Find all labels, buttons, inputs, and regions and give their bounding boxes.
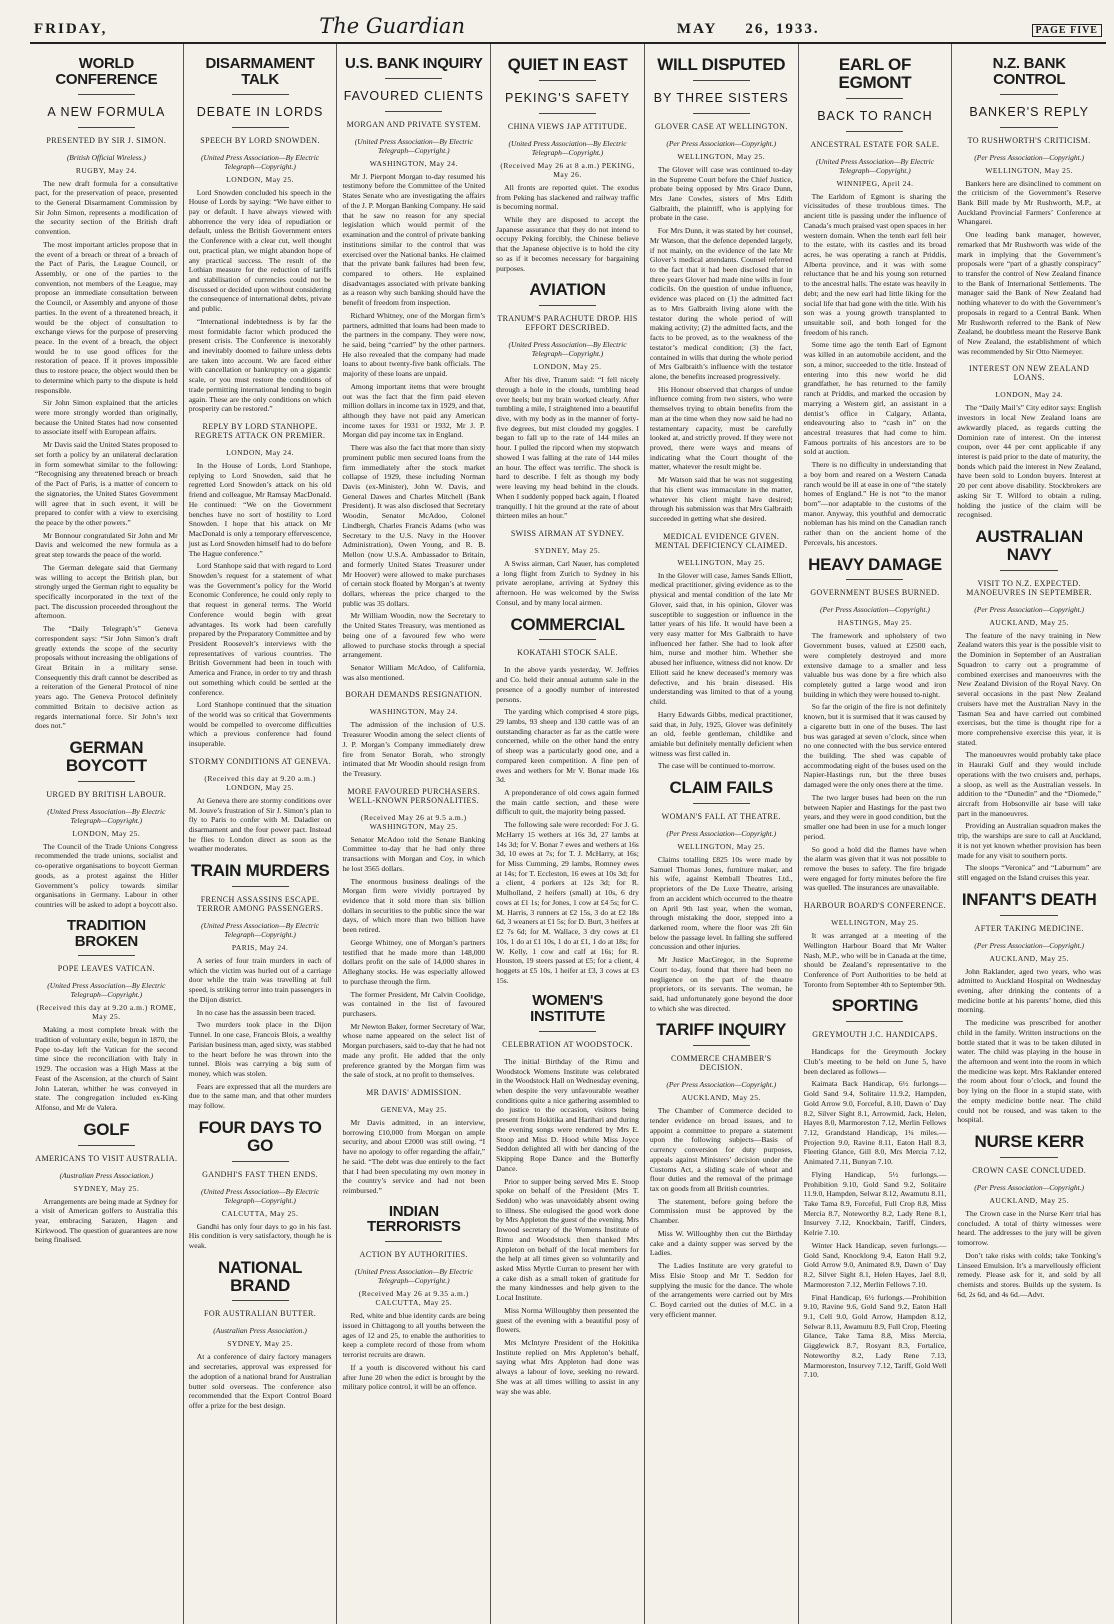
headline-rule: [385, 1241, 442, 1242]
article-headline: U.S. BANK INQUIRY: [344, 55, 483, 72]
article-paragraph: John Raklander, aged two years, who was admitted to Auckland Hospital on Wednesday evening, after drinking the contents of a medicine bottle at his parents’ home, died this morning.: [957, 966, 1102, 1015]
headline-rule: [693, 803, 750, 804]
article-dateline: (Received May 26 at 9.5 a.m.) WASHINGTON, May 25.: [360, 812, 467, 831]
news-article: [342, 787, 485, 1080]
article-credit: (United Press Association—By Electric Telegraph—Copyright.): [815, 156, 934, 175]
subhead-rule: [693, 113, 750, 114]
article-paragraph: The Crown case in the Nurse Kerr trial has concluded. A total of thirty witnesses were heard. The addresses to the jury will be given tomorrow.: [957, 1208, 1102, 1248]
subhead-rule: [846, 131, 903, 132]
article-paragraph: The statement, before going before the Commission must be approved by the Chamber.: [649, 1196, 793, 1226]
article-headline: AVIATION: [529, 280, 606, 300]
article-credit: (United Press Association—By Electric Telegraph—Copyright.): [354, 1267, 473, 1286]
headline-rule: [846, 98, 903, 99]
article-credit: (United Press Association—By Electric Telegraph—Copyright.): [201, 152, 320, 171]
article-paragraph: The two larger buses had been on the run between Napier and Hastings for the past two years, and they were in good condition, but the smaller one had been in use for a much longer period.: [803, 792, 947, 841]
headline-rule: [539, 1031, 596, 1032]
article-subhead: BY THREE SISTERS: [653, 90, 789, 105]
article-headline: DISARMAMENT TALK: [205, 55, 315, 88]
article-paragraph: For Mrs Dunn, it was stated by her counsel, Mr Watson, that the defence depended largely, if not mainly, on the evidence of the late Mr Glover’s medical attendants. Counsel referred to the fact that it had been disclosed that in three years Glover had made nine wills in four codicils. On the question of undue influence, evidence was placed on (1) the admitted fact as to Mrs Galbraith living alone with the testator during the whole period of will making activity; (2) the admitted facts, and the facts to be proved, as to the weakness of the testator’s medical condition; (3) the fact, contained in wills that during the whole period of Mrs Galbraith’s influence with the testator alone, the benefits increased progressively.: [649, 226, 793, 381]
article-credit: (Per Press Association—Copyright.): [666, 1080, 777, 1090]
article-headline: EARL OF EGMONT: [838, 55, 912, 92]
article-paragraph: The “Daily Telegraph’s” Geneva correspondent says: “Sir John Simon’s draft greatly extends the scope of the security proposals without increasing the obligations of Great Britain in a military sense. Consequently this draft cannot be described as a reiteration of the General Protocol of nine years ago. The Geneva Protocol definitely committed Britain to decisive action as regards international force. Sir John’s text does not.”: [35, 624, 178, 731]
article-paragraph: The Council of the Trade Unions Congress recommended the trade unions, socialist and co-operative organisations to boycott German goods, as a protest against the Hitler Government’s policy towards similar organisations in Germany. Labour in other countries will be asked to adopt a boycott also.: [35, 841, 178, 910]
article-paragraph: Among important items that were brought out was the fact that the firm paid eleven million dollars in income tax in 1929, and that, although they have not paid any American income taxes for 1931 or 1932, Mr J. P. Morgan did pay income tax in England.: [342, 381, 486, 440]
article-paragraph: In the Glover will case, James Sands Elliott, medical practitioner, giving evidence as to the physical and mental condition of the late Mr Glover, said that, in his opinion, Glover was susceptible to suggestion or influence in the latter years of his life. It would have been a very easy matter for Mrs Galbraith to have influenced her father. She had to look after him, nurse and mother him. Whether she abused her influence, witness did not know. Dr Elliott said he knew deceased’s memory was defective, and his brain diseased. His understanding was limited to that of a young child.: [649, 570, 793, 707]
article-paragraph: Red, white and blue identity cards are being issued in Chittagong to all youths between the ages of 12 and 25, to enable the authorities to keep a complete record of those from whom terrorist recruits are drawn.: [342, 1311, 486, 1360]
article-headline: QUIET IN EAST: [507, 55, 628, 74]
article-credit: (Per Press Association—Copyright.): [974, 152, 1085, 162]
news-article: [35, 739, 178, 910]
article-paragraph: In the House of Lords, Lord Stanhope, replying to Lord Snowden, said that he regretted Lord Snowden’s attack on his old friend and colleague, Mr Ramsay MacDonald. He continued: “We on the Government benches have no sort of hostility to Lord Snowden. I hope that his attack on Mr MacDonald is only a temporary effervescence, just as Lord Snowden himself had to do before The Hague conference.”: [188, 461, 332, 558]
article-deck: COMMERCE CHAMBER'S DECISION.: [671, 1054, 772, 1073]
headline-rule: [78, 781, 135, 782]
article-paragraph: Prior to supper being served Mrs E. Stoop spoke on behalf of the President (Mrs T. Seddon) who was unavoidably absent owing to illness. She eulogised the good work done by Mrs Appleton the guest of the evening. Mrs Inwood secretary of the Womens Institute of Rimu and Woodstock then thanked Mrs Appleton on behalf of the local members for the help at all times given so voluntarily and asked Miss Myrtle Curran to present her with a cake dish as a small token of gratitude for the many kindnesses and help given to the Local Institute.: [496, 1176, 639, 1303]
article-paragraph: There is no difficulty in understanding that a boy born and reared on a Western Canada ranch would be ill at ease in one of “the stately homes of England.” He is not “to the manor born”—nor adaptable to the customs of the manor. Anyway, this youthful and democratic nobleman has his mind on the Canadian ranch rather than on the ancient home of the Percevals, his ancestors.: [803, 460, 947, 547]
article-dateline: WASHINGTON, May 24.: [369, 158, 458, 168]
article-dateline: GENEVA, May 25.: [380, 1104, 447, 1114]
article-paragraph: Lord Stanhope continued that the situation of the world was so critical that Governments would be compelled to overcome difficulties which a previous conference had found insuperable.: [188, 700, 332, 749]
masthead-date: 26, 1933.: [745, 21, 820, 37]
news-article: [342, 690, 485, 778]
article-dateline: CALCUTTA, May 25.: [221, 1208, 299, 1218]
news-article: [650, 779, 793, 1013]
article-paragraph: Miss W. Willoughby then cut the Birthday cake and a dainty supper was served by the Ladies.: [649, 1228, 793, 1258]
article-deck: BORAH DEMANDS RESIGNATION.: [345, 690, 483, 700]
headline-rule: [232, 1161, 289, 1162]
article-paragraph: Bankers here are disinclined to comment on the criticism of the Government’s Reserve Bank Bill made by Mr Rushworth, M.P., at Auckland Provincial Farmers’ Conference at Whangarei.: [957, 178, 1102, 227]
article-subhead: DEBATE IN LORDS: [196, 104, 324, 119]
article-headline: COMMERCIAL: [510, 614, 625, 634]
masthead-date-group: [677, 21, 820, 38]
news-column: [645, 44, 799, 1624]
article-deck: TRANUM'S PARACHUTE DROP. HIS EFFORT DESCRIBED.: [497, 314, 638, 333]
article-dateline: AUCKLAND, May 25.: [681, 1093, 761, 1103]
article-paragraph: Gandhi has only four days to go in his fast. His condition is very satisfactory, though he is weak.: [188, 1221, 332, 1250]
article-headline: SPORTING: [831, 996, 919, 1016]
article-headline: HEAVY DAMAGE: [808, 554, 942, 574]
article-dateline: (Received May 26 at 9.35 a.m.) CALCUTTA, May 25.: [358, 1289, 469, 1308]
article-deck: PRESENTED BY SIR J. SIMON.: [46, 135, 167, 145]
article-dateline: WELLINGTON, May 25.: [985, 165, 1074, 175]
article-paragraph: Senator McAdoo told the Senate Banking Committee to-day that he had only three transactions with Morgan and Coy, in which he lost 3565 dollars.: [342, 834, 486, 873]
subhead-rule: [1000, 127, 1057, 128]
article-paragraph: Mr Newton Baker, former Secretary of War, whose name appeared on the select list of Morgan purchasers, said to-day that he had not made any profit. He added that the only preference granted by the Morgan firm was the sale of stock, at no profit to themselves.: [342, 1021, 486, 1080]
article-dateline: WELLINGTON, May 25.: [677, 151, 766, 161]
article-paragraph: The new draft formula for a consultative pact, for the preservation of peace, presented to the General Disarmament Commission by Sir John Simon, represents a modification of the security section of the British draft convention.: [35, 178, 178, 237]
article-dateline: WELLINGTON, May 25.: [677, 557, 766, 567]
news-article: [342, 1204, 485, 1392]
article-paragraph: While they are disposed to accept the Japanese assurance that they do not intend to occupy Peking forcibly, the Chinese believe that the Japanese objective is to hold the city so as if it becomes necessary for bargaining purposes.: [496, 215, 639, 273]
article-deck: SPEECH BY LORD SNOWDEN.: [200, 135, 320, 145]
news-article: [189, 56, 332, 414]
article-deck: INTEREST ON NEW ZEALAND LOANS.: [969, 364, 1090, 383]
article-dateline: AUCKLAND, May 25.: [989, 617, 1069, 627]
article-deck: REPLY BY LORD STANHOPE. REGRETS ATTACK ON PREMIER.: [194, 422, 326, 441]
article-headline: NATIONAL BRAND: [217, 1257, 303, 1295]
article-paragraph: Mr Justice MacGregor, in the Supreme Court to-day, found that there had been no negligence on the part of the theatre proprietors, or its servants. The woman, he said, had unfortunately gone beyond the door to which she was directed.: [649, 955, 793, 1013]
article-headline: N.Z. BANK CONTROL: [992, 55, 1066, 88]
news-article: [957, 1133, 1101, 1299]
news-column: [491, 44, 645, 1624]
news-article: [342, 1088, 485, 1196]
article-paragraph: The framework and upholstery of two Government buses, valued at £2500 each, were completely destroyed and more extensive damage to a smaller and less valuable bus was done by a fire which also completely gutted a large wood and iron building in which they were housed to-night.: [803, 631, 947, 699]
news-column: [799, 44, 953, 1624]
article-deck: GOVERNMENT BUSES BURNED.: [810, 588, 940, 598]
news-article: [496, 529, 639, 608]
article-paragraph: Harry Edwards Gibbs, medical practitioner, said that, in July, 1925, Glover was definitely an old, feeble gentleman, childlike and amiable but definitely mentally deficient when witness was first called in.: [649, 709, 793, 758]
news-article: [189, 757, 332, 854]
article-paragraph: The yarding which comprised 4 store pigs, 29 lambs, 93 sheep and 130 cattle was of an outstanding character as far as the cattle were concerned, while on the other hand the entry of sheep was a particularly good one, and a compared keen competition. A fine pen of ewes and wethers for Mr V. Bonar made 16s 3d.: [496, 707, 639, 785]
article-paragraph: Flying Handicap, 5½ furlongs.—Prohibition 9.10, Gold Sand 9.2, Solitaire 11.9.0, Hampden, Selwar 8.12, Awamutu 8.11, Take Tama 8.9, Forceful, Full Crop 8.8, Miss Mercia 8.7, Noteworthy 8.2, Lady Rene 8.1, Insurvey 7.12, Knockbain, Tariff, Cinders, Kelrie 7.10.: [803, 1169, 947, 1238]
headline-rule: [693, 1045, 750, 1046]
article-paragraph: The Earldom of Egmont is sharing the vicissitudes of these troublous times. The ancient title is passing under the influence of Canada’s much praised vast open spaces in her western domain. When the tenth earl fell heir to the estate, with its castles and its broad acres, he was operating a ranch at Priddis, Alberta province, and it was with some reluctance that he and his young son returned to the ancestral halls. The estate was heavily in debt; and the new earl had little liking for the social life that had gone with the title. With his son was a young growth transplanted to unsuitable soil, and both longed for the freedom of his ranch.: [803, 191, 947, 337]
news-article: [957, 891, 1101, 1125]
news-article: [650, 56, 793, 524]
article-paragraph: There was also the fact that more than sixty prominent public men secured loans from the firm immediately after the stock market collapse of 1929, these including Norman Davis (ex-Minister), John W. Davis, and General Dawes and Charles Mitchell (Bank President). It was also disclosed that Secretary Woodin, Senator McAdoo, Colonel Lindbergh, Charles Francis Adams (who was Secretary to the U.S. Navy in the Hoover Administration), Owen Young, and R. B. Mellon (now U.S.A. Ambassador to Britain, and formerly United States Treasurer under Mr Hoover) were allowed to make purchases of certain stock floated by Morgan’s at twenty dollars, whereas the price charged to the public was 35 dollars.: [342, 443, 486, 608]
article-paragraph: Miss Norma Willoughby then presented the guest of the evening with a beautiful posy of flowers.: [496, 1305, 639, 1335]
article-paragraph: The former President, Mr Calvin Coolidge, was contained in the list of favoured purchasers.: [342, 989, 486, 1018]
news-article: [650, 1021, 793, 1319]
article-credit: (United Press Association—By Electric Telegraph—Copyright.): [47, 806, 166, 825]
article-dateline: WINNIPEG, April 24.: [836, 178, 914, 188]
article-credit: (Per Press Association—Copyright.): [820, 605, 930, 615]
article-deck: GLOVER CASE AT WELLINGTON.: [654, 121, 788, 131]
headline-rule: [846, 1021, 903, 1022]
article-paragraph: At a conference of dairy factory managers and secretaries, approval was expressed for the adoption of a national brand for Australian butter sold overseas. The conference also recommended that the Export Control Board offer a prize for the best design.: [188, 1352, 332, 1410]
article-paragraph: The following sale were recorded: For J. G. McHarry 15 wethers at 16s 3d, 27 lambs at 14s 3d; for V. Bonar 7 ewes and wethers at 16s 3d, 10 ewes at 7s; for T. J. McHarry, at 16s; for Miss Cumming, 29 lambs, Romney ewes at 14s; for T. Eccleston, 16 ewes at 10s 3d; for a client, 4 porkers at 12s 3d; for R. Mulholland, 2 heifers (small) at 10s, 6 dry cows at £1 1s; for Jones, 1 cow at £4 5s; for C. M. Harris, 3 runners at £2 15s, 3 do at £2 18s 6d, 3 weaners at £1 5s; for D. Burt, 3 heifers at £2 7s 6d; for M. Wallace, 3 dry cows at £1 10s, 1 do at £1 10s, 1 do at £1, 1 do at 18s; for W. Kelly, 1 cow and calf at 16s; for R. Houston, 19 steers passed at £5; for a client, 4 hoggets at £5 10s, 1 heifer at £3, 3 cows at £3 15s.: [496, 820, 639, 985]
news-article: [35, 56, 178, 731]
article-credit: (Australian Press Association.): [59, 1170, 154, 1180]
article-headline: INDIAN TERRORISTS: [366, 1202, 461, 1236]
article-paragraph: Mr Watson said that he was not suggesting that his client was immaculate in the matter, whatever his client might have desired; through his submission was that Mrs Galbraith succeeded in getting what she desired.: [649, 475, 793, 523]
article-paragraph: “International indebtedness is by far the most formidable factor which produced the present crisis. The Conference is inexorably and inevitably doomed to failure unless debts are taken into account. We are faced either with cancellation or bankruptcy on a gigantic scale, or you must restore the conditions of trade permitting international lending to begin again. These are the only conditions on which prosperity can be restored.”: [188, 316, 332, 414]
article-dateline: SYDNEY, May 25.: [227, 1339, 293, 1349]
article-paragraph: A Swiss airman, Carl Nauer, has completed a long flight from Zurich to Sydney in his private aeroplane, arriving at Sydney this afternoon. He was welcomed by the Swiss Consul, and by many local airmen.: [496, 558, 639, 607]
headline-rule: [1000, 1157, 1057, 1158]
headline-rule: [846, 579, 903, 580]
article-deck: HARBOUR BOARD'S CONFERENCE.: [803, 901, 947, 911]
article-paragraph: The most important articles propose that in the event of a breach or threat of a breach of the Pact of Paris, the League Council, or Assembly, or one of the parties to the convention, not members of the League, may propose an immediate consultation between the Council, or Assembly and anyone of those parties. In the event of a threatened breach, it would be the object of consultation to exchange views for the purpose of preserving peace. In the event of a breach, the object would be to use good offices for the restoration of peace. If it proves impossible thus to restore peace, the object would then be to determine which party to the dispute is held responsible.: [35, 239, 178, 395]
article-dateline: (Received May 26 at 8 a.m.) PEKING, May 26.: [500, 160, 635, 179]
article-credit: (Per Press Association—Copyright.): [974, 940, 1085, 950]
news-article: [189, 862, 332, 1111]
article-headline: AUSTRALIAN NAVY: [975, 527, 1083, 564]
article-paragraph: Sir John Simon explained that the articles were more strongly worded than originally, because the United States had now consented to associate itself with European affairs.: [35, 398, 178, 437]
article-credit: (United Press Association—By Electric Telegraph—Copyright.): [508, 340, 627, 359]
article-paragraph: The manoeuvres would probably take place in Hauraki Gulf and they would include operations with the two cruisers and, perhaps, a sloop, as well as the Australian vessels. In addition to the “Dunedin” and the “Diomede,” aircraft from Hobsonville air base will take part in the manoeuvres.: [957, 750, 1102, 818]
article-subhead: PEKING'S SAFETY: [504, 90, 631, 105]
article-dateline: LONDON, May 25.: [226, 174, 295, 184]
article-paragraph: The feature of the navy training in New Zealand waters this year is the possible visit to the Dominion in September of an Australian Squadron to carry out a programme of combined exercises and manoeuvres with the New Zealand Division of the Royal Navy. On several occasions in the past New Zealand cruisers have met the Australian Navy in the Tasman Sea and have carried out combined exercises, but the time is thought ripe for a more comprehensive exercise this year, it is stated.: [957, 630, 1102, 747]
article-credit: (United Press Association—By Electric Telegraph—Copyright.): [354, 136, 473, 155]
article-deck: POPE LEAVES VATICAN.: [57, 964, 155, 974]
article-dateline: SYDNEY, May 25.: [73, 1183, 140, 1193]
article-paragraph: The Glover will case was continued to-day in the Supreme Court before the Chief Justice, probate being opposed by Mrs Grace Dunn, Mrs Jane Cowles, sisters of Mrs Edith Galbraith, the plaintiff, who is applying for probate in the case.: [649, 164, 793, 223]
article-headline: WILL DISPUTED: [657, 55, 786, 74]
news-column: [337, 44, 491, 1624]
article-paragraph: Richard Whitney, one of the Morgan firm’s partners, admitted that loans had been made to the partners in the company. They were now, he said, being “carried” by the other partners. He also revealed that the company had made loans to about twenty-five bank officials. The majority of these loans are unpaid.: [342, 310, 486, 379]
news-article: [189, 1119, 332, 1251]
article-paragraph: Final Handicap, 6½ furlongs.—Prohibition 9.10, Ravine 9.6, Gold Sand 9.2, Eaton Hall 9.1, Cell 9.0, Gold Arrow, Hampden 8.12, Selwar 8.11, Awamutu 8.9, Full Crop, Fleeting Glance, Take Tama 8.8, Miss Mercia, Gigglewick 8.7, Rosyant 8.3, Fortalice, Noteworthy 8.2, Lady Rene 7.13, Marmoreston, Insurvey 7.12, Tariff, Gold Well 7.10.: [803, 1292, 947, 1380]
article-dateline: AUCKLAND, May 25.: [989, 953, 1069, 963]
article-paragraph: At Geneva there are stormy conditions over M. Jouve’s frustration of Sir J. Simon’s plan to fly to Paris to confer with M. Daladier on disarmament and the four power pact. Instead he flies to London direct as soon as the weather moderates.: [188, 795, 332, 854]
article-paragraph: After his dive, Tranum said: “I fell nicely through a hole in the clouds, tumbling head over heels; but my brain worked clearly. After tumbling a mile, I straightened into a beautiful dive, with my body as in the manner of forty-five degrees, but mist clouded my goggles. I began to fall up to the rate of 144 miles an hour. I pulled the ripcord when my stopwatch showed I was falling at the rate of 144 miles an hour. The effect was terrific. The shock is hard to describe. I felt as though my body were leaving my head behind in the clouds. When I suddenly popped back again, I floated tranquilly. I hit the ground at the rate of about thirteen miles an hour.”: [496, 375, 639, 521]
subhead-rule: [539, 113, 596, 114]
article-paragraph: The admission of the inclusion of U.S. Treasurer Woodin among the select clients of J. P. Morgan’s Company immediately drew fire from Senator Borah, who strongly intimated that Mr Woodin should resign from the Treasury.: [342, 720, 486, 778]
news-article: [957, 56, 1101, 356]
article-dateline: LONDON, May 24.: [226, 448, 295, 458]
headline-rule: [232, 94, 289, 95]
article-dateline: LONDON, May 24.: [995, 390, 1064, 400]
article-dateline: WELLINGTON, May 25.: [677, 841, 766, 851]
article-paragraph: Winter Hack Handicap, seven furlongs.—Gold Sand, Knocklong 9.4, Eaton Hall 9.2, Gold Arrow 9.0, Animated 8.9, Dawn o’ Day 8.2, Silver Sight 8.1, Helen Hayes, Jael 8.0, Marmoreston 7.12, Merlin Fellows 7.10.: [803, 1240, 947, 1289]
article-deck: GANDHI'S FAST THEN ENDS.: [202, 1169, 319, 1179]
headline-rule: [539, 305, 596, 306]
article-paragraph: Lord Stanhope said that with regard to Lord Snowden’s request for a statement of what was the Government’s policy for the World Economic Conference, he could only reply to that request in general terms. The World Conference would begin with great advantages. Its work had been carefully prepared by the Preparatory Committee and by President Roosevelt’s interviews with the representatives of various countries. The British Government had been in touch with America and France, in order to try and thrash out something which could be settled at the conference.: [188, 561, 332, 697]
news-column: [30, 44, 184, 1624]
article-headline: TRADITION BROKEN: [66, 916, 146, 950]
article-paragraph: Mr William Woodin, now the Secretary to the United States Treasury, was mentioned as being one of a favoured few who were allowed to purchase stocks through a special arrangement.: [342, 611, 486, 660]
article-paragraph: Mr Davis said the United States proposed to set forth a policy by an unilateral declaration in form somewhat similar to the following: “Recognising any threatened breach or breach of the Pact of Paris, is a matter of concern to the signatories, the United States Government will agree that in such event, it will be prepared to confer with a view to exercising the peace by the other powers.”: [35, 440, 178, 527]
article-paragraph: The Chamber of Commerce decided to tender evidence on broad issues, and to appoint a committee to prepare a statement upon the following subjects—Basis of currency conversion for duty purposes, appeals against Ministers’ decision under the Customs Act, a sliding scale of wheat and flour duties and the removal of the primage tax on goods from all British countries.: [649, 1106, 793, 1194]
article-paragraph: Fears are expressed that all the murders are due to the same man, and that other murders may follow.: [188, 1081, 332, 1111]
article-paragraph: The German delegate said that Germany was willing to accept the British plan, but strongly urged the German right to equality be specifically incorporated in the text of the pact. The discussion proceeded throughout the afternoon.: [35, 562, 178, 621]
article-headline: NURSE KERR: [974, 1132, 1084, 1152]
article-headline: WORLD CONFERENCE: [55, 55, 158, 88]
article-paragraph: The Ladies Institute are very grateful to Miss Elsie Stoop and Mr T. Seddon for supplying the music for the dance. The whole of the arrangements were carried out by Mrs C. Boyd carried out the duties of M.C. in a very efficient manner.: [649, 1261, 793, 1319]
article-headline: FOUR DAYS TO GO: [198, 1117, 322, 1155]
article-paragraph: Two murders took place in the Dijon Tunnel. In one case, Francois Blois, a wealthy Parisian business man, aged sixty, was stabbed to the heart before he was thrown into the tunnel. Blois was carrying a big sum of money, which was stolen.: [188, 1020, 332, 1078]
page-number: PAGE FIVE: [1032, 24, 1102, 37]
article-paragraph: If a youth is discovered without his card after June 20 when the edict is brought by the military police control, it will be an offence.: [342, 1362, 486, 1392]
headline-rule: [78, 94, 135, 95]
article-paragraph: The medicine was prescribed for another child in the family. Written instructions on the bottle stated that it was to be taken diluted in water. The child was playing in the house in the afternoon and went into the room in which the medicine was kept. Mrs Raklander entered the room about four o’clock, and found the boy lying on the floor in a stupid state, with the empty medicine bottle near. The child could not be roused, and was taken to the hospital.: [957, 1018, 1102, 1125]
article-paragraph: The initial Birthday of the Rimu and Woodstock Womens Institute was celebrated in the Woodstock Hall on Wednesday evening, when despite the very unfavourable weather conditions quite a nice gathering assembled to do justice to the occasion, visitors being present from Hokitika and Harihari and during the evening songs were rendered by Mrs E. Stoop and Miss D. Hood while Miss Joyce Seddon delighted all with her dancing of the Skipping Rope Dance and the Butterfly Dance.: [496, 1056, 639, 1173]
masthead-month: MAY: [676, 21, 718, 37]
article-dateline: SYDNEY, May 25.: [534, 545, 601, 555]
article-headline: CLAIM FAILS: [669, 778, 773, 798]
news-column: [184, 44, 338, 1624]
article-deck: GREYMOUTH J.C. HANDICAPS.: [812, 1030, 938, 1040]
article-paragraph: Handicaps for the Greymouth Jockey Club’s meeting to be held on June 5, have been declared as follows—: [803, 1047, 947, 1076]
subhead-rule: [232, 127, 289, 128]
article-credit: (Per Press Association—Copyright.): [666, 828, 777, 838]
article-paragraph: Lord Snowden concluded his speech in the House of Lords by saying: “We have either to pay or default. I have always viewed with abhorrence the very idea of repudiation or default, unless the British Government enters the Conference with a clear cut, well thought out, practical plan, we might abandon hope of any practical success. The result of the Lothian measure for the reduction of tariffs and stabilisation of currencies could not be discussed or decided upon without considering the consequence of international debts, private and public.: [188, 187, 332, 314]
article-headline: TARIFF INQUIRY: [656, 1020, 787, 1040]
headline-rule: [693, 80, 750, 81]
article-credit: (Per Press Association—Copyright.): [666, 138, 777, 148]
article-paragraph: A series of four train murders in each of which the victim was hurled out of a carriage door while the train was travelling at full speed, is striking terror into train passengers in the Dijon district.: [188, 956, 332, 1004]
news-article: [496, 281, 639, 521]
headline-rule: [1000, 915, 1057, 916]
news-columns: [30, 44, 1106, 1624]
headline-rule: [1000, 94, 1057, 95]
article-credit: (United Press Association—By Electric Telegraph—Copyright.): [201, 1186, 320, 1205]
headline-rule: [78, 955, 135, 956]
news-article: [804, 901, 947, 989]
article-paragraph: All fronts are reported quiet. The exodus from Peking has slackened and railway traffic is becoming normal.: [496, 182, 639, 212]
article-paragraph: The case will be continued to-morrow.: [657, 761, 776, 771]
article-headline: TRAIN MURDERS: [190, 861, 330, 881]
news-article: [189, 422, 332, 749]
article-headline: GOLF: [83, 1119, 130, 1139]
article-headline: GERMAN BOYCOTT: [65, 738, 147, 775]
article-paragraph: It was arranged at a meeting of the Wellington Harbour Board that Mr Walter Nash, M.P., who will be in Canada at the time, should be Zealand’s representative to the Conference of Port Authorities to be held at Toronto from September 4th to September 9th.: [803, 931, 947, 989]
article-deck: URGED BY BRITISH LABOUR.: [46, 789, 167, 799]
article-paragraph: The sloops “Veronica” and “Laburnum” are still engaged on the Island cruises this year.: [957, 863, 1102, 882]
article-dateline: HASTINGS, May 25.: [837, 618, 913, 628]
news-article: [957, 528, 1101, 883]
article-paragraph: Kaimata Back Handicap, 6½ furlongs—Gold Sand 9.4, Solitaire 11.9.2, Hampden, Gold Arrow 9.0, Forceful, 8.10, Dawn o’ Day 8.2, Silver Sight 8.1, Arrowmid, Jack, Helen, Hayes 8.0, Marmoreston 7.12, Merlin Fellows 7.12, Grandstand Handicap, 1¼ miles.—Projection 9.0, Ravine 8.11, Eaton Hall 8.3, Fleeting Glance, Gill 8.0, Mrs Mercia 7.12, Animated 7.11, Bunyan 7.10.: [803, 1079, 947, 1167]
news-article: [957, 364, 1101, 520]
article-deck: MORGAN AND PRIVATE SYSTEM.: [346, 119, 481, 129]
article-paragraph: So far the origin of the fire is not definitely known, but it is surmised that it was caused by a cigarette butt in one of the buses. The last bus was garaged at seven o’clock, since when no one connected with the bus service entered the building. The shed was capable of accommodating eight of the buses used on the Napier-Hastings run, but the three buses damaged were the only ones there at the time.: [803, 702, 947, 790]
article-paragraph: So good a hold did the flames have when the alarm was given that it was not possible to remove the buses to safety. The fire brigade were engaged for forty minutes before the fire was quelled. The insurances are unavailable.: [803, 844, 947, 893]
article-dateline: WELLINGTON, May 25.: [831, 918, 919, 928]
article-subhead: BANKER'S REPLY: [969, 104, 1089, 119]
article-dateline: RUGBY, May 24.: [75, 165, 137, 175]
article-credit: (Australian Press Association.): [213, 1326, 307, 1336]
article-credit: (British Official Wireless.): [66, 152, 146, 162]
news-article: [804, 56, 947, 548]
article-paragraph: One leading bank manager, however, remarked that Mr Rushworth was wide of the mark in implying that the Government’s proposals were “part of a ghastly conspiracy” to transfer the control of New Zealand finance to the Bank of International Settlements. The manager said the Bank of New Zealand had nothing whatever to do with the Government’s proposals in regard to a Central Bank. When Mr Rushworth referred to the Bank of New Zealand, he doubtless meant the Reserve Bank of New Zealand, the establishment of which was recommended by Sir Otto Niemeyer.: [957, 230, 1102, 356]
news-article: [342, 56, 485, 682]
subhead-rule: [385, 111, 442, 112]
article-dateline: LONDON, May 25.: [533, 362, 602, 372]
article-paragraph: Mr J. Pierpont Morgan to-day resumed his testimony before the Committee of the United States Senate who are investigating the affairs of the J. P. Morgan Banking Company. He said that he saw no reason for any special legislation which would permit of the examination and the control of private banking institutions similar to the control that was exercised over the National banks. He claimed that the private bank failures had been few, compared to others. He explained disadvantages associated with private banking as a reason why such banking should have the benefit of freedom from inspection.: [342, 171, 486, 308]
article-dateline: AUCKLAND, May 25.: [989, 1195, 1069, 1205]
article-deck: CROWN CASE CONCLUDED.: [972, 1165, 1087, 1175]
article-paragraph: George Whitney, one of Morgan’s partners testified that he made more than 148,000 dollars profit on the sale of 14,000 shares in Alleghany stocks. He was especially allowed to purchase through the firm.: [342, 937, 486, 986]
article-deck: ACTION BY AUTHORITIES.: [359, 1250, 468, 1260]
article-deck: MEDICAL EVIDENCE GIVEN. MENTAL DEFICIENCY CLAIMED.: [654, 531, 788, 550]
article-subhead: A NEW FORMULA: [47, 104, 166, 119]
headline-rule: [539, 80, 596, 81]
article-credit: (United Press Association—By Electric Telegraph—Copyright.): [47, 981, 166, 1000]
article-subhead: BACK TO RANCH: [817, 108, 933, 123]
news-article: [189, 1259, 332, 1411]
news-article: [496, 993, 639, 1396]
article-dateline: LONDON, May 25.: [72, 828, 141, 838]
newspaper-title: The Guardian: [319, 14, 465, 38]
article-dateline: (Received this day at 9.20 a.m.) ROME, May 25.: [36, 1003, 177, 1022]
article-deck: SWISS AIRMAN AT SYDNEY.: [510, 528, 625, 538]
news-article: [35, 918, 178, 1113]
article-deck: VISIT TO N.Z. EXPECTED. MANOEUVRES IN SEPTEMBER.: [966, 578, 1093, 597]
article-deck: ANCESTRAL ESTATE FOR SALE.: [810, 139, 940, 149]
news-article: [35, 1121, 178, 1245]
article-deck: KOKATAHI STOCK SALE.: [517, 648, 618, 658]
headline-rule: [1000, 570, 1057, 571]
article-paragraph: In no case has the assassin been traced.: [196, 1007, 316, 1017]
article-headline: WOMEN'S INSTITUTE: [530, 992, 605, 1026]
article-credit: (Per Press Association—Copyright.): [974, 1182, 1085, 1192]
news-article: [650, 532, 793, 771]
article-paragraph: Mr Davis admitted, in an interview, borrowing £10,000 from Morgan on ample security, and about £2000 was still owing. “I have no apology to offer regarding the affair,” he said. “The debt was due entirely to the fact that I had been speculating my own money in the country’s service and had not been reimbursed.”: [342, 1117, 486, 1195]
article-dateline: PARIS, May 24.: [231, 943, 289, 953]
news-article: [496, 56, 639, 273]
masthead-day: FRIDAY,: [34, 21, 108, 37]
article-credit: (United Press Association—By Electric Telegraph—Copyright.): [508, 138, 627, 157]
article-paragraph: Some time ago the tenth Earl of Egmont was killed in an automobile accident, and the son, a minor, succeeded to the title. Instead of entering into this new world he did grandfather, he has returned to the family ranch at Priddis, and marked the occasion by marrying a Western girl, an assistant in a dentist’s office in Calgary, Atlanta, endeavouring also to “cash in” on the ancestral treasures that had come to him. Famous portraits of his ancestors are to be sold at auction.: [803, 340, 947, 457]
masthead: [30, 6, 1106, 44]
article-paragraph: The “Daily Mail’s” City editor says: English investors in local New Zealand loans are awkwardly placed, as regards cutting the Dominion rate of interest. On the interest coupon, over 44 per cent applicable if any interest is paid prior to the date of maturity, the bonds which paid the interest in New Zealand, have been sold to London buyers. Interest at 20 per cent above disability. Stockbrokers are asking Sir T. Wilford to obtain a ruling, holding the justice of the claim will be recognised.: [957, 403, 1102, 520]
article-subhead: FAVOURED CLIENTS: [343, 88, 484, 103]
article-paragraph: Making a most complete break with the tradition of voluntary exile, begun in 1870, the Pope to-day left the Vatican for the second time since the reconciliation with Italy in 1929. The occasion was a High Mass at the Feast of the Ascension, at the church of Saint John Lateran, whither he was conveyed in state. The congregation included ex-King Alfonso, and Mr de Valera.: [35, 1025, 178, 1112]
article-credit: (United Press Association—By Electric Telegraph—Copyright.): [201, 921, 320, 940]
article-paragraph: His Honour observed that charges of undue influence coming from two sisters, who were themselves trying to obtain benefits from the man at the time when they now said he had no testamentary capacity, must be carefully looked at, and strictly proved. If they were not proved, there were ways and means of indicating what the Court thought of the matter, whatever the result might be.: [649, 384, 793, 472]
article-headline: INFANT'S DEATH: [961, 889, 1097, 909]
article-paragraph: Senator William McAdoo, of California, was also mentioned.: [342, 662, 486, 682]
headline-rule: [232, 1300, 289, 1301]
article-deck: CHINA VIEWS JAP ATTITUDE.: [507, 121, 628, 131]
article-deck: CELEBRATION AT WOODSTOCK.: [502, 1039, 633, 1049]
news-article: [804, 556, 947, 894]
article-paragraph: A preponderance of old cows again formed the main cattle section, and these were difficult to quit, the majority being passed.: [496, 788, 639, 817]
article-credit: (Per Press Association—Copyright.): [974, 604, 1085, 614]
article-dateline: WASHINGTON, May 24.: [369, 707, 458, 717]
article-paragraph: Claims totalling £825 10s were made by Samuel Thomas Jones, furniture maker, and his wife, against Kemball Theatres Ltd., proprietors of the De Luxe Theatre, arising from an accident which occurred to the theatre on April 9th last year, when the woman, through mistaking the door, stepped into a darkened room, where the floor was 2ft 6in below the passage level. In falling she suffered concussion and other injuries.: [649, 854, 793, 952]
article-paragraph: Don’t take risks with colds; take Tonking’s Linseed Emulsion. It’s a marvellously efficient remedy. Please ask for it, and sold by all chemists and stores. Builds up the system. Is 6d, 2s 6d, and 4s 6d.—Advt.: [957, 1250, 1102, 1299]
article-paragraph: The enormous business dealings of the Morgan firm were vividly portrayed by evidence that it sold more than six billion dollars in securities to the public since the war days, of which more than two billion have been retired.: [342, 876, 486, 935]
article-deck: MORE FAVOURED PURCHASERS. WELL-KNOWN PERSONALITIES.: [347, 786, 481, 805]
news-column: [952, 44, 1106, 1624]
article-paragraph: Mr Bonnour congratulated Sir John and Mr Davis and welcomed the new formula as a great step towards the peace of the world.: [35, 530, 178, 560]
headline-rule: [539, 639, 596, 640]
article-paragraph: In the above yards yesterday, W. Jeffries and Co. held their annual autumn sale in the presence of a goodly number of interested persons.: [496, 665, 639, 704]
news-article: [496, 616, 639, 986]
article-deck: AFTER TAKING MEDICINE.: [974, 923, 1084, 933]
article-deck: TO RUSHWORTH'S CRITICISM.: [967, 135, 1091, 145]
article-dateline: (Received this day at 9.20 a.m.) LONDON, May 25.: [204, 773, 316, 792]
news-article: [804, 997, 947, 1380]
article-deck: WOMAN'S FALL AT THEATRE.: [661, 811, 781, 821]
headline-rule: [232, 886, 289, 887]
article-paragraph: Arrangements are being made at Sydney for a visit of American golfers to Australia this year, embracing Sarazen, Hagen and Kirkwood. The question of guarantees are now being finalised.: [35, 1196, 178, 1245]
article-paragraph: Providing an Australian squadron makes the trip, the warships are sure to call at Auckland, it is not yet known whether provision has been made for any visit to southern ports.: [957, 821, 1102, 860]
article-deck: STORMY CONDITIONS AT GENEVA.: [189, 756, 332, 766]
headline-rule: [385, 78, 442, 79]
article-deck: MR DAVIS' ADMISSION.: [366, 1087, 462, 1097]
article-paragraph: Mrs McIntyre President of the Hokitika Institute replied on Mrs Appleton’s behalf, saying what Mrs Appleton had done was always a labour of love, seeking no reward. She was at all times willing to assist in any way she was able.: [496, 1338, 639, 1396]
subhead-rule: [78, 127, 135, 128]
headline-rule: [78, 1145, 135, 1146]
article-deck: AMERICANS TO VISIT AUSTRALIA.: [35, 1153, 178, 1163]
article-deck: FRENCH ASSASSINS ESCAPE. TERROR AMONG PASSENGERS.: [196, 895, 324, 914]
article-deck: FOR AUSTRALIAN BUTTER.: [204, 1309, 317, 1319]
